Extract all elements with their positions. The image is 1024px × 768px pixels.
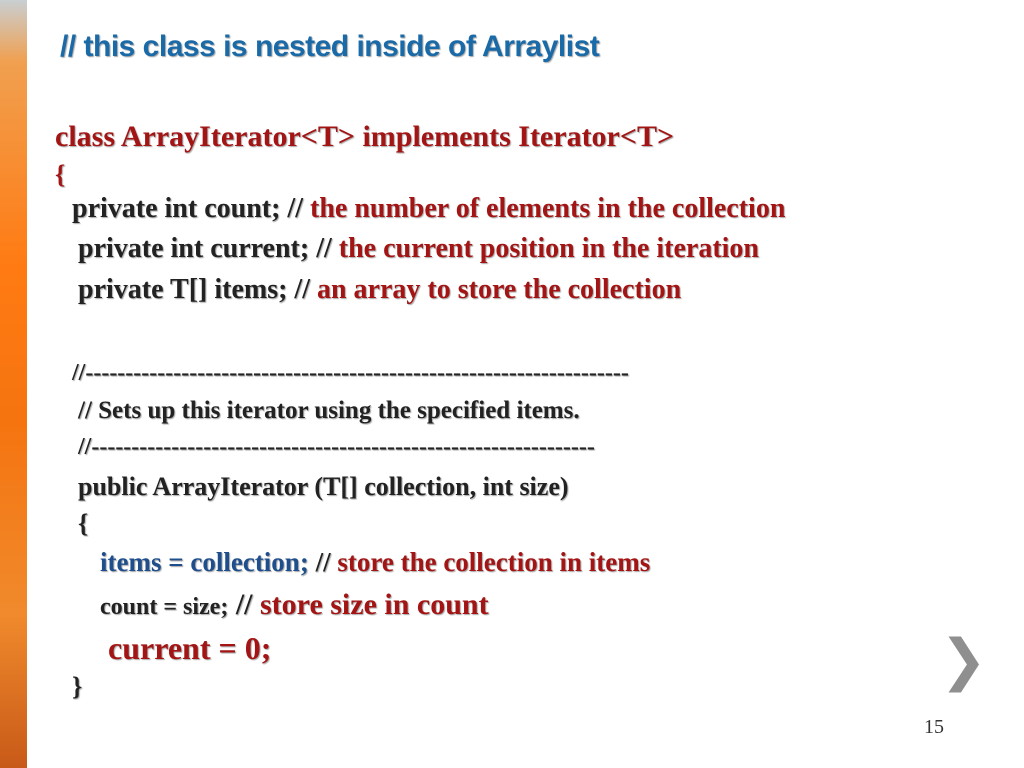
class-keyword: class: [55, 120, 121, 153]
page-number: 15: [924, 716, 944, 738]
assign-count-line: [100, 588, 489, 622]
assign-items-statement: items = collection;: [100, 547, 309, 577]
current-field-line: [78, 233, 759, 265]
chevron-right-icon[interactable]: ❯: [940, 628, 987, 693]
assign-count-comment: store size in count: [260, 588, 489, 621]
assign-items-comment: store the collection in items: [337, 547, 651, 577]
assign-count-slashes: //: [228, 588, 260, 621]
constructor-signature: public ArrayIterator (T[] collection, int size): [78, 472, 569, 501]
class-name: ArrayIterator<T> implements Iterator<T>: [120, 120, 675, 153]
assign-items-line: [100, 547, 650, 578]
current-comment: the current position in the iteration: [338, 233, 759, 264]
separator-top: //--------------------------------------------------------------------: [72, 360, 629, 386]
constructor-open-brace: {: [78, 509, 89, 538]
slide-title: // this class is nested inside of Arraylist: [60, 30, 600, 63]
doc-comment: // Sets up this iterator using the specified items.: [78, 397, 580, 424]
constructor-close-brace: }: [72, 672, 83, 701]
items-comment: an array to store the collection: [316, 274, 682, 305]
class-open-brace: {: [55, 160, 66, 189]
items-declaration: private T[] items; //: [78, 274, 317, 305]
count-declaration: private int count; //: [72, 193, 310, 224]
assign-current-statement: current = 0;: [108, 630, 272, 666]
separator-bottom: //---------------------------------------------------------------: [78, 434, 595, 460]
items-field-line: [78, 274, 681, 306]
count-comment: the number of elements in the collection: [310, 193, 786, 224]
assign-items-slashes: //: [308, 547, 338, 577]
left-accent-bar: [0, 0, 27, 768]
assign-count-statement: count = size;: [100, 594, 229, 620]
class-declaration: [55, 120, 674, 154]
count-field-line: [72, 193, 785, 225]
current-declaration: private int current; //: [78, 233, 339, 264]
